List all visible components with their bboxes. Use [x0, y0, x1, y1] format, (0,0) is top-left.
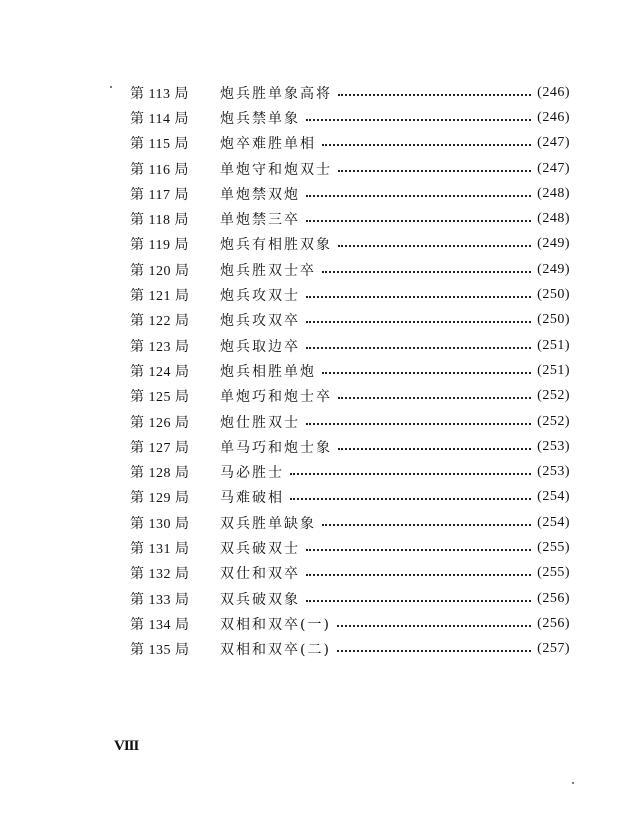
entry-page: (254) [537, 489, 570, 505]
toc-entry [130, 434, 570, 459]
entry-title: 马难破相 [220, 490, 284, 507]
entry-page: (251) [537, 337, 570, 353]
toc-entry [130, 80, 570, 105]
dot-leader [338, 448, 531, 450]
table-of-contents [130, 80, 570, 662]
toc-entry [130, 510, 570, 535]
entry-title: 炮兵相胜单炮 [220, 363, 316, 380]
entry-title: 炮兵胜双士卒 [220, 262, 316, 279]
dot-leader [306, 296, 531, 298]
entry-number: 第 134 局 [130, 617, 190, 633]
dot-leader [338, 245, 531, 247]
entry-page: (247) [537, 135, 570, 151]
entry-page: (256) [537, 590, 570, 606]
toc-entry [130, 485, 570, 510]
entry-number: 第 130 局 [130, 516, 190, 532]
entry-title: 炮兵有相胜双象 [220, 237, 332, 254]
entry-title: 炮兵禁单象 [220, 110, 300, 127]
dot-leader [306, 600, 531, 602]
entry-number: 第 122 局 [130, 314, 190, 330]
toc-entry [130, 156, 570, 181]
dot-leader [322, 372, 531, 374]
entry-number: 第 114 局 [130, 111, 189, 127]
entry-title: 双兵胜单缺象 [220, 515, 316, 532]
entry-page: (247) [537, 160, 570, 176]
entry-number: 第 121 局 [130, 289, 190, 305]
toc-entry [130, 358, 570, 383]
entry-page: (253) [537, 464, 570, 480]
entry-title: 马必胜士 [220, 465, 284, 482]
toc-entry [130, 105, 570, 130]
entry-page: (250) [537, 312, 570, 328]
entry-number: 第 124 局 [130, 364, 190, 380]
entry-number: 第 120 局 [130, 263, 190, 279]
entry-title: 炮卒难胜单相 [220, 136, 316, 153]
dot-leader [306, 321, 531, 323]
entry-page: (256) [537, 615, 570, 631]
dot-leader [290, 498, 531, 500]
toc-entry [130, 282, 570, 307]
entry-page: (249) [537, 261, 570, 277]
dot-leader [337, 650, 531, 652]
entry-title: 炮兵攻双卒 [220, 313, 300, 330]
toc-entry [130, 637, 570, 662]
dot-leader [290, 473, 531, 475]
entry-number: 第 113 局 [130, 86, 189, 102]
entry-number: 第 115 局 [130, 137, 189, 153]
toc-entry [130, 206, 570, 231]
entry-number: 第 129 局 [130, 491, 190, 507]
toc-entry [130, 535, 570, 560]
toc-entry [130, 308, 570, 333]
dot-leader [322, 524, 531, 526]
dot-leader [338, 397, 531, 399]
entry-number: 第 119 局 [130, 238, 189, 254]
entry-title: 炮兵攻双士 [220, 288, 300, 305]
toc-entry [130, 561, 570, 586]
dot-leader [306, 220, 531, 222]
entry-title: 炮兵取边卒 [220, 338, 300, 355]
dot-leader [306, 549, 531, 551]
entry-title: 双相和双卒(一) [220, 616, 331, 633]
toc-entry [130, 257, 570, 282]
dot-leader [322, 144, 531, 146]
entry-number: 第 125 局 [130, 390, 190, 406]
entry-page: (252) [537, 388, 570, 404]
dot-leader [338, 170, 531, 172]
dot-leader [337, 625, 531, 627]
dot-leader [338, 94, 531, 96]
entry-page: (253) [537, 438, 570, 454]
scan-speck [572, 782, 574, 784]
entry-page: (254) [537, 514, 570, 530]
entry-number: 第 123 局 [130, 339, 190, 355]
entry-title: 单炮禁三卒 [220, 212, 300, 229]
scan-speck [110, 86, 112, 88]
toc-entry [130, 181, 570, 206]
entry-number: 第 127 局 [130, 440, 190, 456]
entry-number: 第 133 局 [130, 592, 190, 608]
entry-page: (248) [537, 211, 570, 227]
entry-page: (255) [537, 565, 570, 581]
entry-number: 第 117 局 [130, 187, 189, 203]
entry-number: 第 118 局 [130, 213, 189, 229]
toc-entry [130, 131, 570, 156]
toc-entry [130, 409, 570, 434]
entry-page: (257) [537, 641, 570, 657]
entry-number: 第 128 局 [130, 466, 190, 482]
entry-page: (250) [537, 287, 570, 303]
entry-title: 双相和双卒(二) [220, 642, 331, 659]
page-number: VIII [114, 738, 139, 754]
entry-page: (246) [537, 109, 570, 125]
dot-leader [306, 423, 531, 425]
dot-leader [306, 119, 531, 121]
entry-title: 单炮禁双炮 [220, 186, 300, 203]
entry-number: 第 135 局 [130, 643, 190, 659]
entry-number: 第 131 局 [130, 541, 190, 557]
entry-page: (249) [537, 236, 570, 252]
toc-entry [130, 586, 570, 611]
toc-entry [130, 232, 570, 257]
entry-title: 炮兵胜单象高将 [220, 85, 332, 102]
entry-page: (246) [537, 84, 570, 100]
entry-page: (252) [537, 413, 570, 429]
entry-title: 单炮巧和炮士卒 [220, 389, 332, 406]
entry-title: 单炮守和炮双士 [220, 161, 332, 178]
toc-entry [130, 611, 570, 636]
entry-title: 单马巧和炮士象 [220, 439, 332, 456]
toc-entry [130, 459, 570, 484]
dot-leader [306, 574, 531, 576]
entry-page: (251) [537, 362, 570, 378]
toc-entry [130, 333, 570, 358]
dot-leader [306, 347, 531, 349]
dot-leader [322, 271, 531, 273]
entry-title: 炮仕胜双士 [220, 414, 300, 431]
entry-title: 双仕和双卒 [220, 566, 300, 583]
entry-number: 第 132 局 [130, 567, 190, 583]
entry-page: (255) [537, 539, 570, 555]
entry-page: (248) [537, 185, 570, 201]
dot-leader [306, 195, 531, 197]
entry-title: 双兵破双士 [220, 540, 300, 557]
entry-number: 第 116 局 [130, 162, 189, 178]
entry-title: 双兵破双象 [220, 591, 300, 608]
entry-number: 第 126 局 [130, 415, 190, 431]
toc-entry [130, 384, 570, 409]
